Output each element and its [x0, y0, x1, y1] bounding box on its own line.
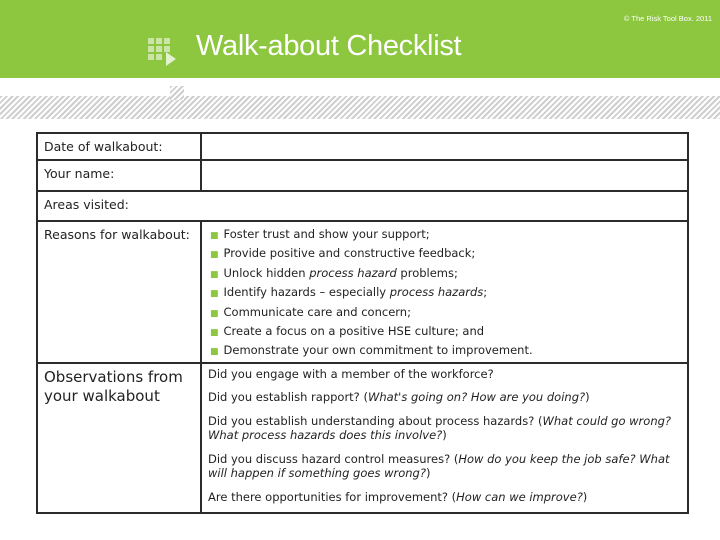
areas-label: Areas visited:	[44, 197, 129, 212]
square-bullet-icon: ■	[210, 308, 219, 319]
observations-label: Observations from your walkabout	[44, 367, 183, 405]
date-row	[37, 133, 688, 160]
reason-item: ■ Communicate care and concern;	[210, 304, 411, 319]
question-item: Did you establish understanding about process hazards? (What could go wrong? What process hazards does this involve?)	[208, 413, 672, 443]
reasons-list	[202, 222, 687, 362]
reason-item: ■ Unlock hidden process hazard problems;	[210, 265, 458, 280]
question-item: Did you discuss hazard control measures? (How do you keep the job safe? What will happen if something goes wrong?)	[208, 451, 670, 481]
date-label-cell	[37, 133, 201, 160]
reason-item: ■ Provide positive and constructive feedback;	[210, 246, 476, 261]
header-banner	[0, 0, 720, 78]
walkabout-checklist-table	[36, 132, 689, 514]
areas-cell[interactable]	[37, 191, 688, 221]
name-label: Your name:	[44, 166, 115, 181]
question-item: Did you engage with a member of the workforce?	[208, 366, 494, 381]
reasons-label: Reasons for walkabout:	[44, 227, 190, 242]
question-item: Did you establish rapport? (What's going on? How are you doing?)	[208, 390, 590, 405]
reasons-row	[37, 221, 688, 363]
square-bullet-icon: ■	[210, 289, 219, 300]
copyright-text: © The Risk Tool Box. 2011	[623, 14, 712, 23]
reason-item: ■ Create a focus on a positive HSE culture; and	[210, 324, 485, 339]
decorative-stripe-notch	[170, 86, 184, 100]
areas-row	[37, 191, 688, 221]
decorative-stripe	[0, 96, 720, 119]
observations-row	[37, 363, 688, 513]
square-bullet-icon: ■	[210, 231, 219, 241]
reason-item: ■ Identify hazards – especially process hazards;	[210, 285, 488, 300]
reasons-list-cell	[201, 221, 688, 363]
question-item: Are there opportunities for improvement? (How can we improve?)	[208, 489, 588, 504]
square-bullet-icon: ■	[210, 347, 219, 358]
observations-label-cell	[37, 363, 201, 513]
date-label: Date of walkabout:	[44, 139, 163, 154]
name-label-cell	[37, 160, 201, 191]
reasons-label-cell	[37, 221, 201, 363]
name-row	[37, 160, 688, 191]
reason-item: ■ Demonstrate your own commitment to improvement.	[210, 343, 533, 358]
reason-item: ■ Foster trust and show your support;	[210, 227, 430, 241]
square-bullet-icon: ■	[210, 269, 219, 280]
date-input-cell[interactable]	[201, 133, 688, 160]
name-input-cell[interactable]	[201, 160, 688, 191]
grid-logo-icon	[146, 36, 176, 66]
square-bullet-icon: ■	[210, 250, 219, 261]
page-title: Walk-about Checklist	[196, 30, 462, 62]
square-bullet-icon: ■	[210, 328, 219, 339]
observations-cell[interactable]	[201, 363, 688, 513]
